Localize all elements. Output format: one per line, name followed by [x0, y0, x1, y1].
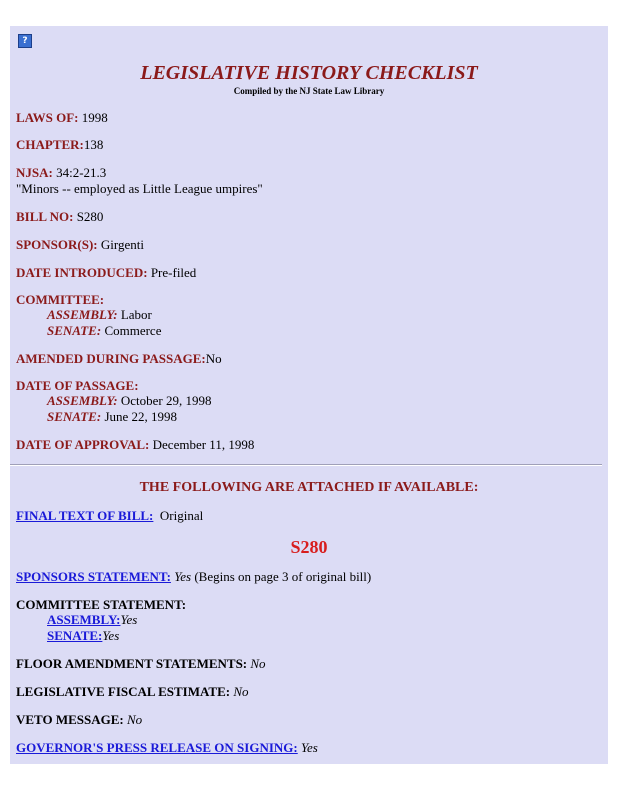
veto-message-label: VETO MESSAGE: — [16, 712, 124, 727]
committee-statement-assembly-value: Yes — [120, 612, 138, 627]
amended-value: No — [205, 351, 222, 366]
committee-statement-senate-row — [47, 628, 119, 644]
laws-of-value: 1998 — [81, 110, 108, 125]
chapter-value: 138 — [83, 137, 104, 152]
final-text-row — [16, 508, 203, 524]
date-introduced-label: DATE INTRODUCED: — [16, 265, 148, 280]
date-of-approval-label: DATE OF APPROVAL: — [16, 437, 150, 452]
njsa-label: NJSA: — [16, 165, 53, 180]
committee-assembly-value: Labor — [120, 307, 152, 322]
press-release-row — [16, 740, 318, 756]
press-release-value: Yes — [300, 740, 318, 755]
committee-statement-assembly-row — [47, 612, 137, 628]
committee-assembly-label: ASSEMBLY: — [47, 307, 118, 322]
committee-statement-label: COMMITTEE STATEMENT: — [16, 597, 187, 612]
sponsors-statement-row — [16, 569, 371, 585]
date-introduced-value: Pre-filed — [150, 265, 197, 280]
bill-number-heading: S280 — [290, 537, 328, 557]
committee-label: COMMITTEE: — [16, 292, 105, 307]
fiscal-estimate-value: No — [233, 684, 249, 699]
amended-label: AMENDED DURING PASSAGE: — [16, 351, 206, 366]
floor-amendment-value: No — [250, 656, 266, 671]
final-text-value: Original — [159, 508, 204, 523]
njsa-value: 34:2-21.3 — [56, 165, 107, 180]
date-of-approval-value: December 11, 1998 — [152, 437, 255, 452]
sponsors-statement-link[interactable]: SPONSORS STATEMENT: — [16, 569, 171, 584]
date-of-passage-label-row — [16, 378, 139, 394]
committee-statement-senate-link[interactable]: SENATE: — [47, 628, 103, 643]
committee-label-row — [16, 292, 104, 308]
checklist-page — [10, 26, 608, 764]
date-introduced-row — [16, 265, 196, 281]
page-title: LEGISLATIVE HISTORY CHECKLIST — [140, 62, 478, 84]
laws-of-label: LAWS OF: — [16, 110, 79, 125]
sponsors-statement-value: Yes — [174, 569, 192, 584]
njsa-description: "Minors -- employed as Little League umpires" — [16, 181, 263, 196]
date-of-approval-row — [16, 437, 254, 453]
njsa-row — [16, 165, 106, 181]
passage-senate-label: SENATE: — [47, 409, 102, 424]
floor-amendment-row — [16, 656, 266, 672]
sponsors-label: SPONSOR(S): — [16, 237, 98, 252]
chapter-row — [16, 137, 103, 153]
laws-of-row — [16, 110, 108, 126]
page-subtitle: Compiled by the NJ State Law Library — [233, 86, 385, 96]
sponsors-statement-note: (Begins on page 3 of original bill) — [194, 569, 372, 584]
veto-message-row — [16, 712, 142, 728]
final-text-link[interactable]: FINAL TEXT OF BILL: — [16, 508, 154, 523]
committee-senate-label: SENATE: — [47, 323, 102, 338]
sponsors-value: Girgenti — [100, 237, 144, 252]
floor-amendment-label: FLOOR AMENDMENT STATEMENTS: — [16, 656, 248, 671]
attachments-heading: THE FOLLOWING ARE ATTACHED IF AVAILABLE: — [139, 480, 479, 495]
committee-statement-assembly-link[interactable]: ASSEMBLY: — [47, 612, 121, 627]
committee-statement-row — [16, 597, 186, 613]
amended-row — [16, 351, 222, 367]
fiscal-estimate-row — [16, 684, 249, 700]
committee-statement-senate-value: Yes — [102, 628, 120, 643]
fiscal-estimate-label: LEGISLATIVE FISCAL ESTIMATE: — [16, 684, 231, 699]
passage-assembly-label: ASSEMBLY: — [47, 393, 118, 408]
bill-no-row — [16, 209, 103, 225]
date-of-passage-label: DATE OF PASSAGE: — [16, 378, 139, 393]
help-icon[interactable]: ? — [18, 34, 32, 48]
committee-senate-row — [47, 323, 161, 339]
passage-senate-row — [47, 409, 177, 425]
passage-assembly-value: October 29, 1998 — [120, 393, 212, 408]
press-release-link[interactable]: GOVERNOR'S PRESS RELEASE ON SIGNING: — [16, 740, 298, 755]
passage-senate-value: June 22, 1998 — [104, 409, 178, 424]
section-divider — [10, 464, 602, 466]
chapter-label: CHAPTER: — [16, 137, 84, 152]
bill-no-value: S280 — [76, 209, 104, 224]
committee-assembly-row — [47, 307, 152, 323]
bill-no-label: BILL NO: — [16, 209, 74, 224]
passage-assembly-row — [47, 393, 211, 409]
sponsors-row — [16, 237, 144, 253]
veto-message-value: No — [127, 712, 143, 727]
committee-senate-value: Commerce — [104, 323, 162, 338]
